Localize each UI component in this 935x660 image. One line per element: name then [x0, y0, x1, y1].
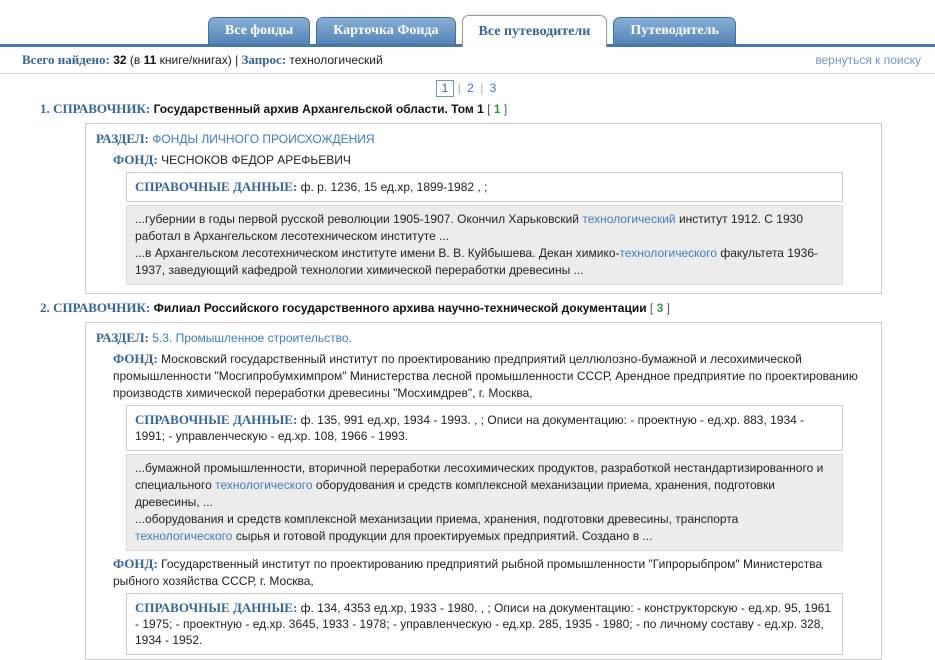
fond-label: ФОНД: [113, 152, 158, 167]
bracket-close: ] [503, 102, 508, 116]
result-number: 2. [40, 300, 50, 315]
back-to-search-link[interactable]: вернуться к поиску [815, 53, 921, 67]
bracket-open: [ [649, 301, 654, 315]
page-link-3[interactable]: 3 [489, 81, 497, 95]
hit-count: 1 [493, 102, 501, 116]
sprav-label: СПРАВОЧНЫЕ ДАННЫЕ: [135, 600, 298, 615]
sprav-data-box [126, 593, 843, 655]
sprav-value: ф. р. 1236, 15 ед.хр, 1899-1982 , ; [300, 180, 488, 194]
fond-label: ФОНД: [113, 351, 158, 366]
snippet-box [126, 454, 843, 551]
sprav-data-box [126, 172, 843, 202]
bracket-close: ] [666, 301, 670, 315]
snippet-text: ...оборудования и средств комплексной механизации приема, хранения, подготовки древесины, транспорта [135, 512, 739, 526]
sprav-label: СПРАВОЧНЫЕ ДАННЫЕ: [135, 412, 298, 427]
result-title: Филиал Российского государственного архива научно-технической документации [153, 301, 647, 315]
tab-bar [205, 0, 739, 47]
razdel-link[interactable]: 5.3. Промышленное строительство. [152, 331, 352, 345]
found-count: 32 [113, 53, 127, 67]
fond-line [113, 350, 871, 402]
result-1-heading [40, 101, 895, 117]
sprav-value: ф. 135, 991 ед.хр, 1934 - 1993. , ; Описи на документацию: - проектную - ед.хр. 883, 1934 - 1991; - управленческую - ед.хр. 108, 1966 - 1993. [135, 413, 805, 443]
query-value: технологический [289, 53, 383, 67]
fond-value: Московский государственный институт по проектированию предприятий целлюлозно-бумажной и лесохимической промышленности "Мосгипробумхимпром" Министерства лесной промышленности СССР, Арендное предприятие по проектированию производств химической переработки древесины "Мосхимдрев", г. Москва, [113, 352, 858, 400]
snippet-text: факультета 1936-1937, заведующий кафедрой технологии химической переработки древесины ... [135, 246, 818, 277]
sprav-value: ф. 134, 4353 ед.хр, 1933 - 1980. , ; Описи на документацию: - конструкторскую - ед.хр. 95, 1961 - 1975; - проектную - ед.хр. 3645, 1933 - 1978; - управленческую - ед.хр. 285, 1935 - 1980; - по личному составу - ед.хр. 328, 1934 - 1952. [135, 601, 832, 647]
tab-all-fonds[interactable]: Все фонды [208, 17, 310, 44]
snippet-text: институт 1912. С 1930 работал в Архангельском лесотехническом институте ... [135, 212, 803, 243]
summary-divider: | [235, 53, 239, 67]
result-number: 1. [40, 101, 50, 116]
fond-line [113, 555, 871, 590]
pagination [0, 80, 935, 97]
razdel-label: РАЗДЕЛ: [96, 330, 149, 345]
fond-line [113, 151, 871, 169]
snippet-line [135, 511, 834, 545]
books-count: 11 [143, 53, 157, 67]
page-sep: | [457, 81, 461, 95]
snippet-highlight: технологического [135, 529, 233, 543]
snippet-text: сырья и готовой продукции для проектируемых предприятий. Создано в ... [232, 529, 653, 543]
razdel-link[interactable]: ФОНДЫ ЛИЧНОГО ПРОИСХОЖДЕНИЯ [152, 132, 375, 146]
snippet-highlight: технологического [215, 478, 313, 492]
books-label: книге/книгах) [159, 53, 232, 67]
razdel-label: РАЗДЕЛ: [96, 131, 149, 146]
fond-value: ЧЕСНОКОВ ФЕДОР АРЕФЬЕВИЧ [161, 153, 351, 167]
result-2-section-box [85, 322, 882, 660]
header-separator [0, 73, 935, 74]
snippet-line [135, 245, 834, 279]
in-books-open: (в [129, 53, 141, 67]
results-list [0, 101, 935, 660]
razdel-line [96, 130, 873, 148]
result-1-section-box [85, 123, 882, 294]
page-current[interactable]: 1 [436, 80, 455, 97]
spravochnik-label: СПРАВОЧНИК: [53, 101, 151, 116]
snippet-text: ...губернии в годы первой русской революции 1905-1907. Окончил Харьковский [135, 212, 583, 226]
snippet-box [126, 205, 843, 285]
snippet-line [135, 460, 834, 511]
tab-all-guides-active[interactable]: Все путеводители [462, 15, 608, 47]
page-link-2[interactable]: 2 [467, 81, 474, 95]
hit-count: 3 [656, 301, 664, 315]
fond-label: ФОНД: [113, 556, 158, 571]
tab-fond-card[interactable]: Карточка Фонда [316, 17, 455, 44]
sprav-data-box [126, 405, 843, 451]
page-sep2: | [480, 81, 484, 95]
result-title: Государственный архив Архангельской области. Том 1 [153, 102, 484, 116]
razdel-line [96, 329, 873, 347]
sprav-label: СПРАВОЧНЫЕ ДАННЫЕ: [135, 179, 298, 194]
snippet-text: оборудования и средств комплексной механизации приема, хранения, подготовки древесины, ... [135, 478, 775, 509]
result-2-heading [40, 300, 895, 316]
snippet-text: ...бумажной промышленности, вторичной переработки лесохимических продуктов, разработкой нестандартизированного и специального [135, 461, 824, 492]
tab-guide[interactable]: Путеводитель [613, 17, 736, 44]
found-label: Всего найдено: [22, 52, 110, 67]
snippet-highlight: технологический [582, 212, 676, 226]
snippet-text: ...в Архангельском лесотехническом институте имени В. В. Куйбышева. Декан химико- [135, 246, 620, 260]
search-summary [22, 52, 383, 68]
snippet-line [135, 211, 834, 245]
bracket-open: [ [487, 102, 491, 116]
fond-value: Государственный институт по проектированию предприятий рыбной промышленности "Гипрорыбпром" Министерства рыбного хозяйства СССР, г. Москва, [113, 557, 823, 588]
snippet-highlight: технологического [619, 246, 717, 260]
query-label: Запрос: [241, 52, 287, 67]
spravochnik-label: СПРАВОЧНИК: [53, 300, 151, 315]
